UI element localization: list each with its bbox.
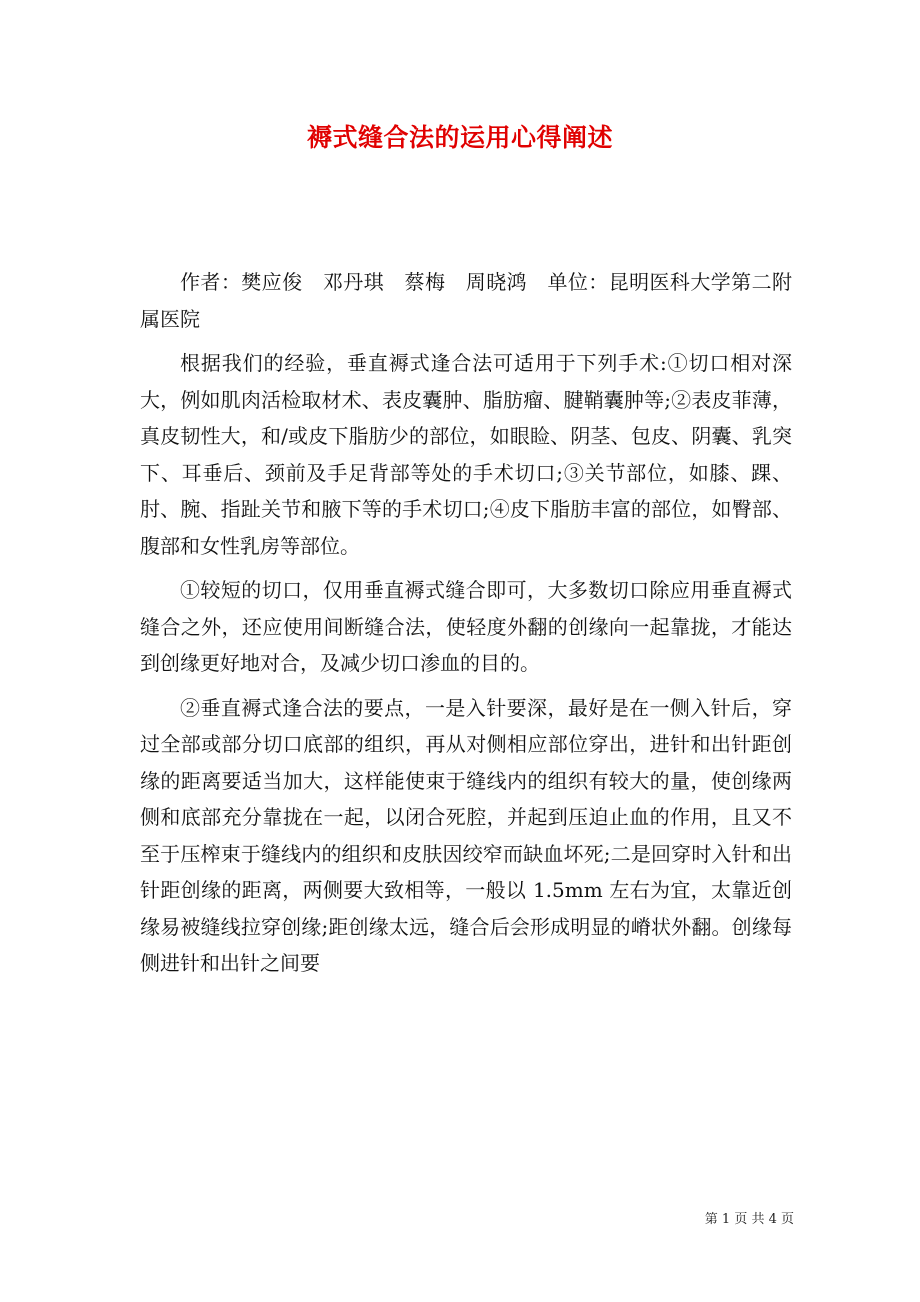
paragraph-key-points: ②垂直褥式逢合法的要点，一是入针要深，最好是在一侧入针后，穿过全部或部分切口底部的组织，再从对侧相应部位穿出，进针和出针距创缘的距离要适当加大，这样能使束于缝线内的组织有较大的量，使创缘两侧和底部充分靠拢在一起，以闭合死腔，并起到压迫止血的作用，且又不至于压榨束于缝线内的组织和皮肤因绞窄而缺血坏死;二是回穿时入针和出针距创缘的距离，两侧要大致相等，一般以 1.5mm 左右为宜，太靠近创缘易被缝线拉穿创缘;距创缘太远，缝合后会形成明显的嵴状外翻。创缘每侧进针和出针之间要 [140,695,792,975]
author-line: 作者：樊应俊 邓丹琪 蔡梅 周晓鸿 单位：昆明医科大学第二附属医院 [140,270,792,331]
page-number: 第 1 页 共 4 页 [704,1212,794,1227]
paragraph-short-incision: ①较短的切口，仅用垂直褥式缝合即可，大多数切口除应用垂直褥式缝合之外，还应使用间断缝合法，使轻度外翻的创缘向一起靠拢，才能达到创缘更好地对合，及减少切口渗血的目的。 [140,578,792,675]
paragraph-indications: 根据我们的经验，垂直褥式逢合法可适用于下列手术:①切口相对深大，例如肌肉活检取材术、表皮囊肿、脂肪瘤、腱鞘囊肿等;②表皮菲薄，真皮韧性大，和/或皮下脂肪少的部位，如眼睑、阴茎、包皮、阴囊、乳突下、耳垂后、颈前及手足背部等处的手术切口;③关节部位，如膝、踝、肘、腕、指趾关节和腋下等的手术切口;④皮下脂肪丰富的部位，如臀部、腹部和女性乳房等部位。 [140,351,792,558]
document-body [140,264,792,990]
document-title: 褥式缝合法的运用心得阐述 [306,123,613,152]
